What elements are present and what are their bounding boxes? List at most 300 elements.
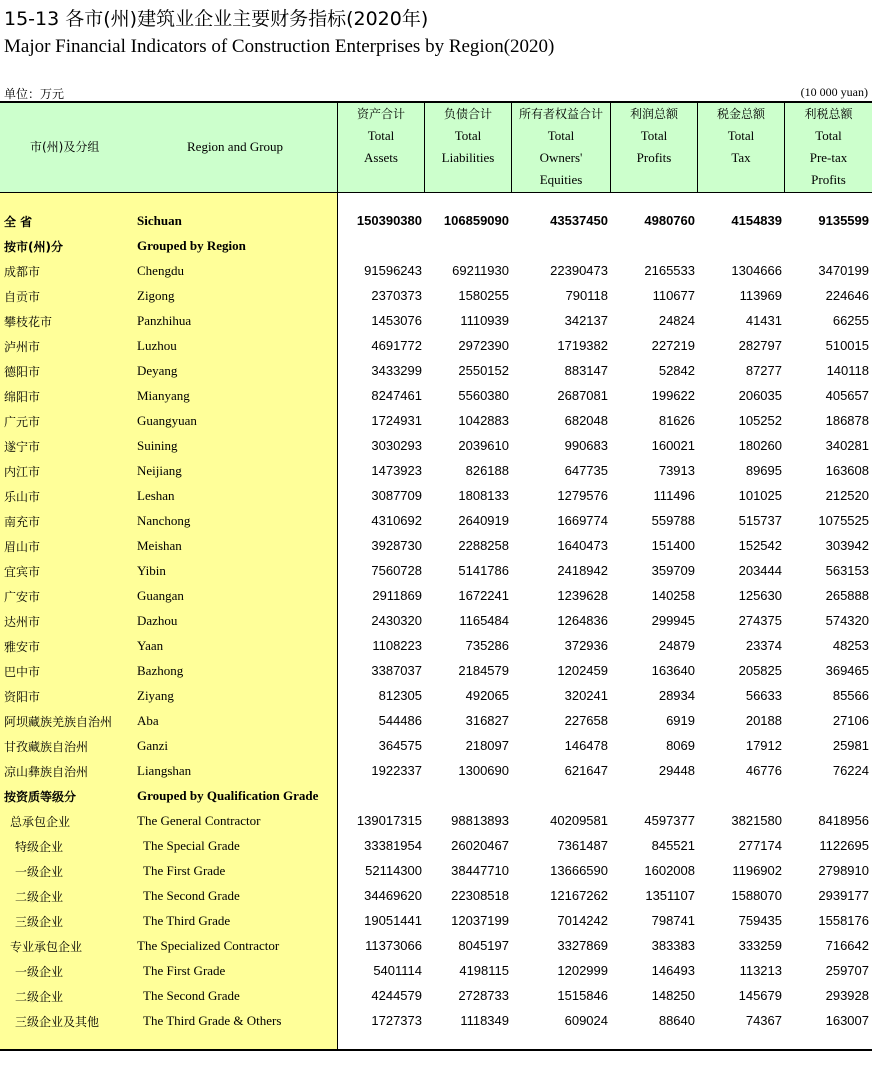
cell-value: 40209581 bbox=[550, 813, 608, 828]
table-row bbox=[0, 408, 872, 433]
row-label-en: Deyang bbox=[137, 363, 178, 378]
table-row bbox=[0, 883, 872, 908]
cell-value: 56633 bbox=[745, 688, 782, 703]
cell-value: 7014242 bbox=[557, 913, 608, 928]
row-label-en: Grouped by Region bbox=[137, 238, 246, 253]
cell-value: 2972390 bbox=[458, 338, 509, 353]
row-label-cn: 遂宁市 bbox=[4, 440, 41, 454]
cell-value: 12167262 bbox=[550, 888, 608, 903]
cell-value: 4154839 bbox=[731, 213, 782, 228]
cell-value: 716642 bbox=[825, 938, 869, 953]
cell-value: 1727373 bbox=[371, 1013, 422, 1028]
table-row bbox=[0, 458, 872, 483]
header-pretax-profits bbox=[785, 103, 872, 192]
header-en: Tax bbox=[731, 150, 751, 165]
table-row bbox=[0, 533, 872, 558]
cell-value: 81626 bbox=[658, 413, 695, 428]
header-en: Equities bbox=[539, 172, 583, 187]
row-label-cn: 二级企业 bbox=[15, 990, 64, 1004]
cell-value: 563153 bbox=[825, 563, 869, 578]
cell-value: 23374 bbox=[745, 638, 782, 653]
row-label-cn: 攀枝花市 bbox=[4, 315, 53, 329]
cell-value: 163608 bbox=[825, 463, 869, 478]
cell-value: 3928730 bbox=[371, 538, 422, 553]
cell-value: 227658 bbox=[564, 713, 608, 728]
cell-value: 1453076 bbox=[371, 313, 422, 328]
cell-value: 2370373 bbox=[371, 288, 422, 303]
row-label-en: Panzhihua bbox=[137, 313, 192, 328]
cell-value: 5141786 bbox=[458, 563, 509, 578]
header-cn: 资产合计 bbox=[356, 107, 405, 121]
cell-value: 4310692 bbox=[371, 513, 422, 528]
page-title-en: Major Financial Indicators of Construction Enterprises by Region(2020) bbox=[4, 36, 555, 57]
row-label-cn: 绵阳市 bbox=[4, 390, 41, 404]
row-label-cn: 广安市 bbox=[4, 590, 41, 604]
cell-value: 2550152 bbox=[458, 363, 509, 378]
cell-value: 41431 bbox=[745, 313, 782, 328]
row-label-cn: 宜宾市 bbox=[4, 565, 41, 579]
cell-value: 682048 bbox=[564, 413, 608, 428]
row-label-cn: 按市(州)分 bbox=[4, 240, 63, 254]
header-en: Profits bbox=[811, 172, 846, 187]
cell-value: 2039610 bbox=[458, 438, 509, 453]
cell-value: 227219 bbox=[651, 338, 695, 353]
header-en: Profits bbox=[636, 150, 672, 165]
row-label-en: Ganzi bbox=[137, 738, 169, 753]
table-row bbox=[0, 508, 872, 533]
cell-value: 510015 bbox=[825, 338, 869, 353]
row-label-en: Yibin bbox=[137, 563, 166, 578]
table-row bbox=[0, 583, 872, 608]
cell-value: 4597377 bbox=[644, 813, 695, 828]
row-label-en: Zigong bbox=[137, 288, 175, 303]
cell-value: 7361487 bbox=[557, 838, 608, 853]
table-row bbox=[0, 983, 872, 1008]
row-label-en: Suining bbox=[137, 438, 178, 453]
row-label-en: The Third Grade & Others bbox=[143, 1013, 282, 1028]
row-label-en: Neijiang bbox=[137, 463, 182, 478]
row-label-cn: 达州市 bbox=[4, 615, 41, 629]
row-label-en: Dazhou bbox=[137, 613, 178, 628]
cell-value: 69211930 bbox=[452, 263, 509, 278]
cell-value: 1640473 bbox=[557, 538, 608, 553]
table-row bbox=[0, 958, 872, 983]
cell-value: 1165484 bbox=[459, 613, 509, 628]
table-row bbox=[0, 833, 872, 858]
cell-value: 3030293 bbox=[371, 438, 422, 453]
cell-value: 205825 bbox=[738, 663, 782, 678]
table-row bbox=[0, 733, 872, 758]
cell-value: 148250 bbox=[651, 988, 695, 1003]
header-region-label-en: Region and Group bbox=[187, 139, 284, 154]
cell-value: 3470199 bbox=[818, 263, 869, 278]
cell-value: 369465 bbox=[825, 663, 869, 678]
cell-value: 7560728 bbox=[371, 563, 422, 578]
cell-value: 277174 bbox=[738, 838, 782, 853]
cell-value: 364575 bbox=[378, 738, 422, 753]
cell-value: 826188 bbox=[465, 463, 509, 478]
cell-value: 883147 bbox=[564, 363, 608, 378]
cell-value: 28934 bbox=[658, 688, 695, 703]
cell-value: 647735 bbox=[564, 463, 608, 478]
cell-value: 52842 bbox=[658, 363, 695, 378]
cell-value: 609024 bbox=[564, 1013, 608, 1028]
cell-value: 1279576 bbox=[557, 488, 608, 503]
cell-value: 574320 bbox=[825, 613, 869, 628]
cell-value: 3087709 bbox=[371, 488, 422, 503]
table-row bbox=[0, 858, 872, 883]
table-row bbox=[0, 208, 872, 233]
table-row bbox=[0, 433, 872, 458]
cell-value: 146493 bbox=[651, 963, 695, 978]
header-cn: 所有者权益合计 bbox=[518, 107, 603, 121]
row-label-cn: 成都市 bbox=[4, 265, 41, 279]
cell-value: 621647 bbox=[564, 763, 608, 778]
cell-value: 735286 bbox=[465, 638, 509, 653]
row-label-cn: 全 省 bbox=[4, 215, 33, 229]
row-label-cn: 总承包企业 bbox=[10, 815, 71, 829]
cell-value: 1351107 bbox=[645, 888, 695, 903]
cell-value: 1588070 bbox=[731, 888, 782, 903]
cell-value: 113969 bbox=[739, 288, 782, 303]
cell-value: 282797 bbox=[738, 338, 782, 353]
row-label-cn: 凉山彝族自治州 bbox=[4, 765, 89, 779]
header-cn: 税金总额 bbox=[716, 107, 765, 121]
cell-value: 2165533 bbox=[644, 263, 695, 278]
cell-value: 265888 bbox=[825, 588, 869, 603]
row-label-cn: 专业承包企业 bbox=[10, 940, 83, 954]
cell-value: 1122695 bbox=[819, 838, 869, 853]
cell-value: 3433299 bbox=[371, 363, 422, 378]
row-label-cn: 泸州市 bbox=[4, 340, 41, 354]
cell-value: 88640 bbox=[658, 1013, 695, 1028]
cell-value: 2798910 bbox=[818, 863, 869, 878]
row-label-cn: 乐山市 bbox=[4, 490, 41, 504]
cell-value: 186878 bbox=[825, 413, 869, 428]
table-row bbox=[0, 333, 872, 358]
cell-value: 3821580 bbox=[731, 813, 782, 828]
cell-value: 33381954 bbox=[364, 838, 422, 853]
table-row bbox=[0, 383, 872, 408]
cell-value: 1808133 bbox=[458, 488, 509, 503]
cell-value: 4198115 bbox=[459, 963, 509, 978]
cell-value: 8045197 bbox=[458, 938, 509, 953]
cell-value: 759435 bbox=[738, 913, 782, 928]
cell-value: 544486 bbox=[378, 713, 422, 728]
row-label-en: Guangan bbox=[137, 588, 184, 603]
cell-value: 125630 bbox=[738, 588, 782, 603]
cell-value: 17912 bbox=[745, 738, 782, 753]
cell-value: 1515846 bbox=[557, 988, 608, 1003]
cell-value: 372936 bbox=[564, 638, 608, 653]
cell-value: 73913 bbox=[658, 463, 695, 478]
row-label-en: Bazhong bbox=[137, 663, 184, 678]
cell-value: 1075525 bbox=[818, 513, 869, 528]
cell-value: 559788 bbox=[651, 513, 695, 528]
row-label-cn: 自贡市 bbox=[4, 290, 41, 304]
cell-value: 111496 bbox=[653, 488, 695, 503]
unit-label-en: (10 000 yuan) bbox=[800, 85, 868, 99]
row-label-cn: 二级企业 bbox=[15, 890, 64, 904]
cell-value: 2184579 bbox=[458, 663, 509, 678]
row-label-en: The First Grade bbox=[143, 863, 226, 878]
cell-value: 203444 bbox=[738, 563, 782, 578]
table-row bbox=[0, 908, 872, 933]
header-en: Pre-tax bbox=[809, 150, 848, 165]
row-label-en: Guangyuan bbox=[137, 413, 197, 428]
header-total-profits bbox=[611, 103, 697, 192]
cell-value: 320241 bbox=[564, 688, 608, 703]
table-row bbox=[0, 658, 872, 683]
cell-value: 812305 bbox=[378, 688, 422, 703]
row-label-en: Luzhou bbox=[137, 338, 177, 353]
cell-value: 26020467 bbox=[451, 838, 509, 853]
table-row bbox=[0, 358, 872, 383]
cell-value: 3387037 bbox=[371, 663, 422, 678]
cell-value: 1042883 bbox=[458, 413, 509, 428]
row-label-en: The Third Grade bbox=[143, 913, 231, 928]
cell-value: 1202459 bbox=[557, 663, 608, 678]
row-label-en: Yaan bbox=[137, 638, 164, 653]
cell-value: 74367 bbox=[745, 1013, 782, 1028]
cell-value: 359709 bbox=[651, 563, 695, 578]
cell-value: 224646 bbox=[825, 288, 869, 303]
cell-value: 46776 bbox=[745, 763, 782, 778]
table-row bbox=[0, 608, 872, 633]
table-row bbox=[0, 1008, 872, 1033]
row-label-en: Liangshan bbox=[137, 763, 192, 778]
row-label-cn: 资阳市 bbox=[4, 690, 41, 704]
header-en: Total bbox=[640, 128, 668, 143]
cell-value: 87277 bbox=[745, 363, 782, 378]
cell-value: 34469620 bbox=[364, 888, 422, 903]
row-label-cn: 三级企业及其他 bbox=[15, 1015, 100, 1029]
table-row bbox=[0, 758, 872, 783]
cell-value: 1922337 bbox=[371, 763, 422, 778]
cell-value: 790118 bbox=[565, 288, 608, 303]
cell-value: 2939177 bbox=[818, 888, 869, 903]
cell-value: 3327869 bbox=[557, 938, 608, 953]
cell-value: 1473923 bbox=[371, 463, 422, 478]
cell-value: 1110939 bbox=[460, 313, 509, 328]
cell-value: 4691772 bbox=[371, 338, 422, 353]
table-row bbox=[0, 683, 872, 708]
header-cn: 利税总额 bbox=[804, 107, 853, 121]
cell-value: 5401114 bbox=[373, 963, 422, 978]
cell-value: 146478 bbox=[564, 738, 608, 753]
cell-value: 180260 bbox=[738, 438, 782, 453]
cell-value: 798741 bbox=[651, 913, 695, 928]
cell-value: 342137 bbox=[564, 313, 608, 328]
cell-value: 340281 bbox=[825, 438, 869, 453]
cell-value: 316827 bbox=[465, 713, 509, 728]
row-label-en: The Specialized Contractor bbox=[137, 938, 280, 953]
cell-value: 8247461 bbox=[371, 388, 422, 403]
cell-value: 1719382 bbox=[557, 338, 608, 353]
cell-value: 9135599 bbox=[818, 213, 869, 228]
unit-label-cn: 单位：万元 bbox=[4, 87, 65, 101]
header-owners-equities bbox=[512, 103, 610, 192]
header-en: Owners' bbox=[539, 150, 583, 165]
table-row bbox=[0, 283, 872, 308]
cell-value: 1724931 bbox=[371, 413, 422, 428]
table-row bbox=[0, 308, 872, 333]
table-row bbox=[0, 558, 872, 583]
cell-value: 52114300 bbox=[365, 863, 422, 878]
row-label-en: Nanchong bbox=[137, 513, 191, 528]
cell-value: 293928 bbox=[825, 988, 869, 1003]
row-label-cn: 甘孜藏族自治州 bbox=[4, 740, 89, 754]
row-label-cn: 特级企业 bbox=[15, 840, 64, 854]
cell-value: 1669774 bbox=[557, 513, 608, 528]
cell-value: 110677 bbox=[652, 288, 695, 303]
row-label-en: The Special Grade bbox=[143, 838, 240, 853]
row-label-en: Chengdu bbox=[137, 263, 184, 278]
row-label-en: Leshan bbox=[137, 488, 175, 503]
row-label-cn: 内江市 bbox=[4, 465, 41, 479]
cell-value: 101025 bbox=[738, 488, 782, 503]
cell-value: 2911869 bbox=[372, 588, 422, 603]
cell-value: 150390380 bbox=[356, 213, 422, 228]
cell-value: 1239628 bbox=[557, 588, 608, 603]
cell-value: 1264836 bbox=[557, 613, 608, 628]
row-label-cn: 南充市 bbox=[4, 515, 41, 529]
cell-value: 199622 bbox=[651, 388, 695, 403]
cell-value: 27106 bbox=[832, 713, 869, 728]
table-row bbox=[0, 708, 872, 733]
cell-value: 2728733 bbox=[458, 988, 509, 1003]
cell-value: 206035 bbox=[738, 388, 782, 403]
cell-value: 163640 bbox=[651, 663, 695, 678]
table-row bbox=[0, 783, 872, 808]
row-label-en: The General Contractor bbox=[137, 813, 261, 828]
row-label-en: Meishan bbox=[137, 538, 182, 553]
cell-value: 85566 bbox=[832, 688, 869, 703]
cell-value: 1672241 bbox=[458, 588, 509, 603]
cell-value: 76224 bbox=[832, 763, 869, 778]
cell-value: 1196902 bbox=[732, 863, 782, 878]
row-label-cn: 一级企业 bbox=[15, 865, 64, 879]
cell-value: 8418956 bbox=[818, 813, 869, 828]
cell-value: 139017315 bbox=[356, 813, 422, 828]
cell-value: 24824 bbox=[658, 313, 695, 328]
header-total-tax bbox=[698, 103, 784, 192]
cell-value: 20188 bbox=[745, 713, 782, 728]
cell-value: 1558176 bbox=[818, 913, 869, 928]
cell-value: 1580255 bbox=[458, 288, 509, 303]
row-label-en: The Second Grade bbox=[143, 888, 240, 903]
row-label-en: Ziyang bbox=[137, 688, 174, 703]
cell-value: 8069 bbox=[666, 738, 695, 753]
cell-value: 4244579 bbox=[371, 988, 422, 1003]
header-total-assets bbox=[338, 103, 424, 192]
header-en: Liabilities bbox=[441, 150, 495, 165]
table-row bbox=[0, 258, 872, 283]
row-label-en: Sichuan bbox=[137, 213, 182, 228]
row-label-cn: 按资质等级分 bbox=[4, 790, 77, 804]
row-label-en: Mianyang bbox=[137, 388, 190, 403]
header-en: Total bbox=[454, 128, 482, 143]
cell-value: 43537450 bbox=[550, 213, 608, 228]
row-label-cn: 德阳市 bbox=[4, 365, 41, 379]
cell-value: 2418942 bbox=[557, 563, 608, 578]
cell-value: 140118 bbox=[826, 363, 869, 378]
cell-value: 12037199 bbox=[451, 913, 509, 928]
cell-value: 145679 bbox=[738, 988, 782, 1003]
cell-value: 333259 bbox=[738, 938, 782, 953]
cell-value: 2430320 bbox=[371, 613, 422, 628]
row-label-en: Grouped by Qualification Grade bbox=[137, 788, 319, 803]
header-cn: 利润总额 bbox=[629, 107, 678, 121]
cell-value: 2640919 bbox=[458, 513, 509, 528]
cell-value: 274375 bbox=[738, 613, 782, 628]
header-total-liabilities bbox=[425, 103, 511, 192]
cell-value: 106859090 bbox=[443, 213, 509, 228]
cell-value: 38447710 bbox=[451, 863, 509, 878]
header-en: Total bbox=[727, 128, 755, 143]
cell-value: 11373066 bbox=[365, 938, 422, 953]
cell-value: 492065 bbox=[465, 688, 509, 703]
header-en: Total bbox=[367, 128, 395, 143]
header-en: Assets bbox=[364, 150, 398, 165]
cell-value: 105252 bbox=[738, 413, 782, 428]
row-label-cn: 雅安市 bbox=[4, 640, 41, 654]
cell-value: 29448 bbox=[658, 763, 695, 778]
cell-value: 1118349 bbox=[460, 1013, 509, 1028]
table-row bbox=[0, 808, 872, 833]
cell-value: 113213 bbox=[739, 963, 782, 978]
cell-value: 515737 bbox=[738, 513, 782, 528]
row-label-cn: 眉山市 bbox=[4, 540, 41, 554]
cell-value: 990683 bbox=[564, 438, 608, 453]
header-region-label-cn: 市(州)及分组 bbox=[30, 140, 100, 154]
table-bottom-rule bbox=[0, 1049, 872, 1051]
page-title-cn: 15-13 各市(州)建筑业企业主要财务指标(2020年) bbox=[4, 8, 429, 30]
cell-value: 13666590 bbox=[550, 863, 608, 878]
header-cn: 负债合计 bbox=[443, 107, 492, 121]
cell-value: 5560380 bbox=[458, 388, 509, 403]
cell-value: 152542 bbox=[738, 538, 782, 553]
cell-value: 4980760 bbox=[644, 213, 695, 228]
row-label-cn: 巴中市 bbox=[4, 665, 41, 679]
row-label-cn: 一级企业 bbox=[15, 965, 64, 979]
cell-value: 6919 bbox=[666, 713, 695, 728]
cell-value: 1602008 bbox=[644, 863, 695, 878]
row-label-cn: 广元市 bbox=[4, 415, 41, 429]
cell-value: 160021 bbox=[651, 438, 695, 453]
row-label-en: Aba bbox=[137, 713, 159, 728]
cell-value: 19051441 bbox=[364, 913, 422, 928]
cell-value: 1304666 bbox=[731, 263, 782, 278]
cell-value: 303942 bbox=[825, 538, 869, 553]
cell-value: 91596243 bbox=[364, 263, 422, 278]
cell-value: 405657 bbox=[825, 388, 869, 403]
cell-value: 1300690 bbox=[458, 763, 509, 778]
row-label-cn: 阿坝藏族羌族自治州 bbox=[4, 715, 113, 729]
table-row bbox=[0, 483, 872, 508]
cell-value: 151400 bbox=[651, 538, 695, 553]
cell-value: 66255 bbox=[832, 313, 869, 328]
cell-value: 2687081 bbox=[557, 388, 608, 403]
table-row bbox=[0, 633, 872, 658]
table-row bbox=[0, 933, 872, 958]
cell-value: 1202999 bbox=[557, 963, 608, 978]
cell-value: 25981 bbox=[832, 738, 869, 753]
cell-value: 845521 bbox=[651, 838, 695, 853]
cell-value: 383383 bbox=[651, 938, 695, 953]
header-en: Total bbox=[547, 128, 575, 143]
header-en: Total bbox=[815, 128, 842, 143]
